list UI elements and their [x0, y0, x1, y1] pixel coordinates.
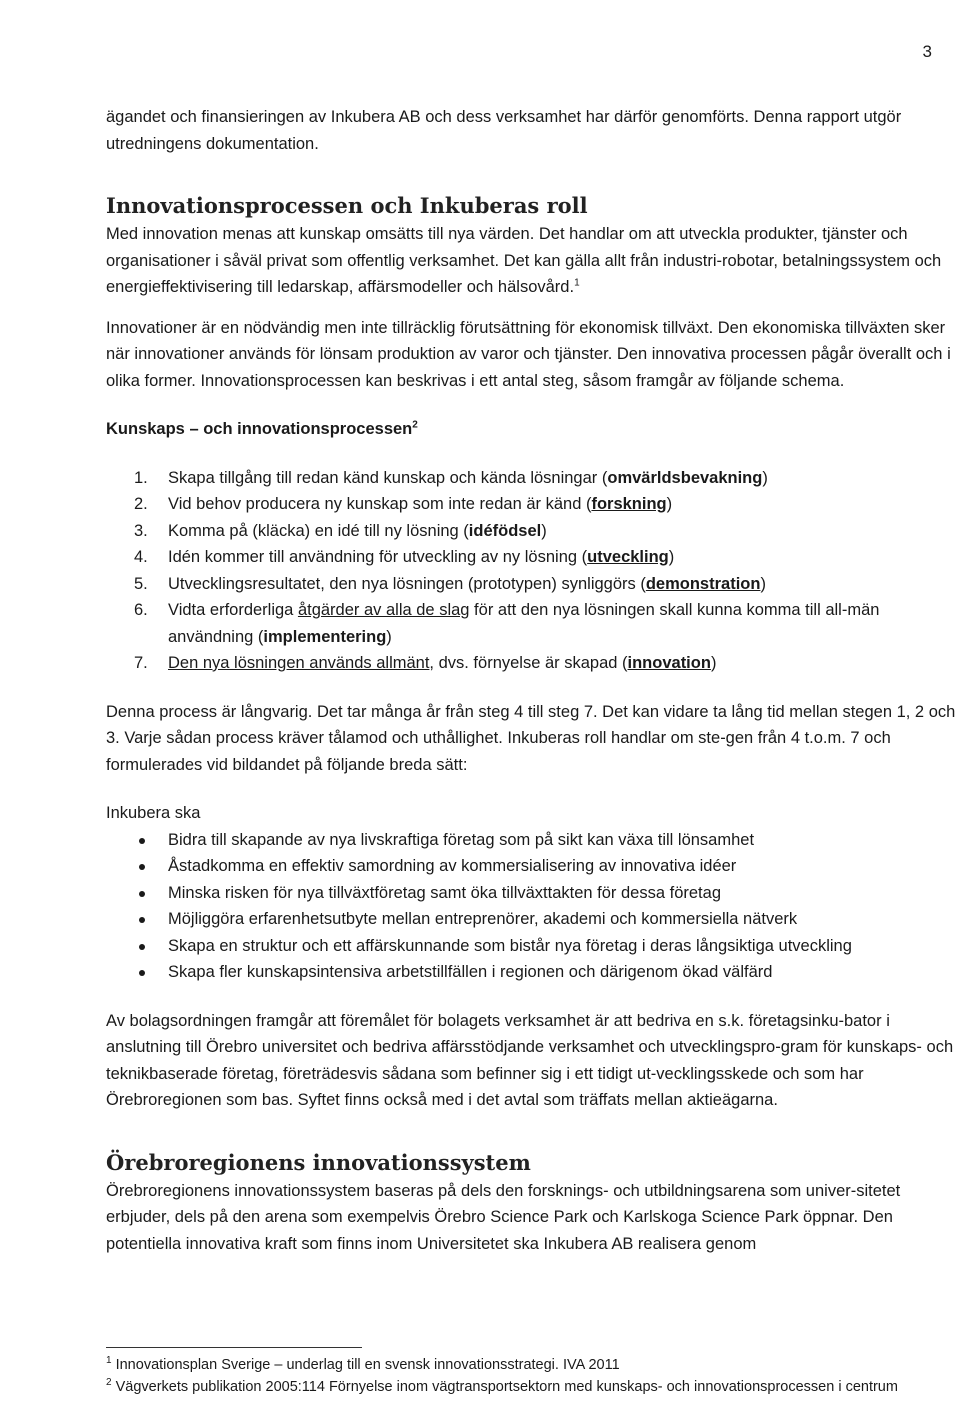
bullet-icon — [139, 917, 145, 923]
list-item: Minska risken för nya tillväxtföretag samt öka tillväxttakten för dessa företag — [106, 880, 956, 907]
subheading-process: Kunskaps – och innovationsprocessen$^2$ — [106, 419, 418, 438]
goals-bullet-list — [106, 827, 956, 986]
list-item: 3. Komma på (kläcka) en idé till ny lösning (idéfödsel) — [134, 521, 547, 540]
footnotes — [106, 1354, 956, 1398]
bullet-icon — [139, 944, 145, 950]
list-item: Åstadkomma en effektiv samordning av kommersialisering av innovativa idéer — [106, 853, 956, 880]
page-content — [106, 104, 956, 1257]
footnote-1: $^1$ Innovationsplan Sverige – underlag till en svensk innovationsstrategi. IVA 2011 — [106, 1355, 620, 1373]
bullet-icon — [139, 891, 145, 897]
list-item: 4. Idén kommer till användning för utveckling av ny lösning (utveckling) — [134, 548, 675, 566]
paragraph-process-duration: Denna process är långvarig. Det tar många år från steg 4 till steg 7. Det kan vidare ta lång tid mellan stegen 1, 2 och 3. Varje sådan process kräver tålamod och uthållighet. Inkuberas roll handlar om ste-gen från 4 t.o.m. 7 och formulerades vid bildandet på följande breda sätt: — [106, 702, 956, 774]
paragraph-bolagsordning: Av bolagsordningen framgår att föremålet för bolagets verksamhet är att bedriva en s.k. företagsinku-bator i anslutning till Örebro universitet och bedriva affärsstödjande verksamhet och utvecklingspro-gram för kunskaps- och teknikbaserade företag, företrädesvis sådana som befinner sig i ett tidigt ut-vecklingsskede och som har Örebroregionen som bas. Syftet finns också med i det avtal som träffats mellan aktieägarna. — [106, 1011, 954, 1109]
bullet-icon — [139, 838, 145, 844]
list-item: 2. Vid behov producera ny kunskap som inte redan är känd (forskning) — [134, 495, 673, 513]
footnote-ref-1: 1 — [574, 277, 580, 289]
list-item: 7. Den nya lösningen används allmänt, dvs. förnyelse är skapad (innovation) — [134, 654, 717, 672]
bullet-icon — [139, 864, 145, 870]
list-item: 1. Skapa tillgång till redan känd kunskap och kända lösningar (omvärldsbevakning) — [134, 468, 768, 487]
section-heading-orebroregionen: Örebroregionens innovationssystem — [106, 1149, 531, 1175]
section-heading-innovation: Innovationsprocessen och Inkuberas roll — [106, 193, 588, 218]
list-item: Möjliggöra erfarenhetsutbyte mellan entreprenörer, akademi och kommersiella nätverk — [106, 906, 956, 933]
list-item: 6. Vidta erforderliga åtgärder av alla de slag för att den nya lösningen skall kunna komma till all-män användning (implementering) — [134, 601, 880, 646]
paragraph-innovation-definition: Med innovation menas att kunskap omsätts till nya värden. Det handlar om att utveckla produkter, tjänster och organisationer i såväl privat som offentlig verksamhet. Det kan gälla allt från industri-robotar, betalningssystem och energieffektivisering till ledarskap, affärsmodeller och hälsovård.$^1$ — [106, 225, 942, 296]
page-number: 3 — [922, 42, 932, 61]
process-steps-list — [106, 465, 956, 677]
footnote-divider — [106, 1347, 362, 1348]
list-item: Skapa en struktur och ett affärskunnande som bistår nya företag i deras långsiktiga utveckling — [106, 933, 956, 960]
paragraph-innovationssystem: Örebroregionens innovationssystem baseras på dels den forsknings- och utbildningsarena som univer-sitetet erbjuder, dels på den arena som exempelvis Örebro Science Park och Karlskoga Science Park öppnar. Den potentiella innovativa kraft som finns inom Universitetet ska Inkubera AB realisera genom — [106, 1181, 901, 1253]
list-item: Bidra till skapande av nya livskraftiga företag som på sikt kan växa till lönsamhet — [106, 827, 956, 854]
intro-paragraph: ägandet och finansieringen av Inkubera AB och dess verksamhet har därför genomförts. Denna rapport utgör utredningens dokumentation. — [106, 108, 902, 153]
list-item: Skapa fler kunskapsintensiva arbetstillfällen i regionen och därigenom ökad välfärd — [106, 959, 956, 986]
bullet-icon — [139, 970, 145, 976]
footnote-ref-2: 2 — [412, 419, 418, 431]
paragraph-innovation-growth: Innovationer är en nödvändig men inte tillräcklig förutsättning för ekonomisk tillväxt. Den ekonomiska tillväxten sker när innovationer används för lönsam produktion av varor och tjänster. Den innovativa processen pågår överallt och i olika former. Innovationsprocessen kan beskrivas i ett antal steg, såsom framgår av följande schema. — [106, 318, 951, 390]
paragraph-inkubera-ska: Inkubera ska — [106, 804, 201, 822]
list-item: 5. Utvecklingsresultatet, den nya lösningen (prototypen) synliggörs (demonstration) — [134, 574, 766, 593]
footnote-2: $^2$ Vägverkets publikation 2005:114 Förnyelse inom vägtransportsektorn med kunskaps- och innovationsprocessen i centrum — [106, 1377, 898, 1395]
